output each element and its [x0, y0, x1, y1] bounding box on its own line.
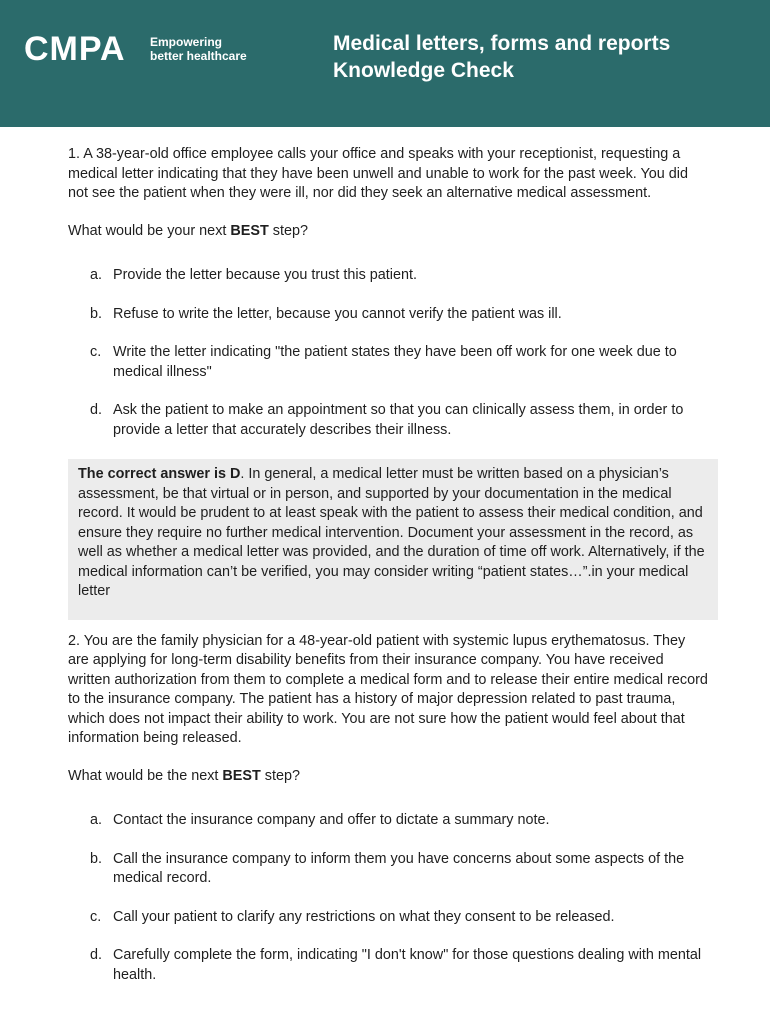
option-label: c.	[90, 908, 102, 925]
option-b	[90, 850, 708, 889]
option-label: b.	[90, 850, 103, 867]
option-text: Contact the insurance company and offer to dictate a summary note.	[113, 812, 550, 828]
prompt-text-end: step?	[268, 222, 308, 239]
page-header	[0, 0, 770, 127]
option-label: d.	[90, 947, 103, 963]
prompt-text: What would be the next	[68, 767, 223, 784]
option-c	[90, 343, 708, 382]
option-a	[90, 811, 708, 831]
option-text: Call the insurance company to inform them you have concerns about some aspects of the medical record.	[113, 850, 685, 886]
answer-explanation: . In general, a medical letter must be written based on a physician’s assessment, be that virtual or in person, and supported by your documentation in the medical record. It would be prudent to at least speak with the patient to assess their medical condition, and ensure they require no further medical intervention. Document your assessment in the record, as well as whether a medical letter was provided, and the duration of time off work. Alternatively, if the medical information can’t be verified, you may consider writing “patient states…”.in your medical letter	[78, 466, 705, 599]
logo-wordmark: CMPA	[24, 30, 126, 68]
title-line-2: Knowledge Check	[333, 59, 514, 82]
option-text: Refuse to write the letter, because you cannot verify the patient was ill.	[113, 305, 562, 322]
tagline-line-2: better healthcare	[150, 49, 247, 63]
option-text: Ask the patient to make an appointment so that you can clinically assess them, in order to provide a letter that accurately describes their illness.	[113, 402, 684, 438]
page-title	[333, 30, 753, 84]
option-label: b.	[90, 305, 103, 322]
question-1-stem: 1. A 38-year-old office employee calls your office and speaks with your receptionist, requesting a medical letter indicating that they have been unwell and unable to work for the past week. You did not see the patient when they were ill, nor did they seek an alternative medical assessment.	[68, 146, 688, 201]
option-a	[90, 266, 708, 286]
option-text: Write the letter indicating "the patient states they have been off work for one week due to medical illness"	[113, 344, 677, 380]
title-line-1: Medical letters, forms and reports	[333, 32, 671, 55]
prompt-text-end: step?	[260, 767, 300, 784]
question-2-prompt	[68, 767, 708, 787]
question-1-prompt	[68, 222, 708, 242]
logo-tagline	[150, 35, 280, 63]
document-body	[68, 145, 708, 1004]
option-text: Provide the letter because you trust this patient.	[113, 267, 417, 283]
option-label: a.	[90, 267, 103, 283]
option-label: d.	[90, 402, 103, 418]
answer-box	[68, 459, 718, 620]
option-text: Call your patient to clarify any restrictions on what they consent to be released.	[113, 908, 615, 925]
option-d	[90, 946, 708, 985]
prompt-text: What would be your next	[68, 222, 231, 239]
prompt-emphasis: BEST	[222, 767, 261, 784]
option-text: Carefully complete the form, indicating "I don't know" for those questions dealing with mental health.	[113, 947, 702, 983]
answer-heading: The correct answer is D	[78, 466, 241, 482]
question-2-options	[68, 811, 708, 985]
option-b	[90, 305, 708, 325]
tagline-line-1: Empowering	[150, 35, 223, 49]
question-2-stem: 2. You are the family physician for a 48-year-old patient with systemic lupus erythematosus. They are applying for long-term disability benefits from their insurance company. You have received written authorization from them to complete a medical form and to release their entire medical record to the insurance company. The patient has a history of major depression related to past trauma, which does not impact their ability to work. You are not sure how the patient would feel about that information being released.	[68, 632, 708, 746]
option-label: c.	[90, 344, 102, 360]
option-c	[90, 908, 708, 928]
option-label: a.	[90, 812, 103, 828]
prompt-emphasis: BEST	[230, 222, 269, 239]
question-1-options	[68, 266, 708, 440]
option-d	[90, 401, 708, 440]
